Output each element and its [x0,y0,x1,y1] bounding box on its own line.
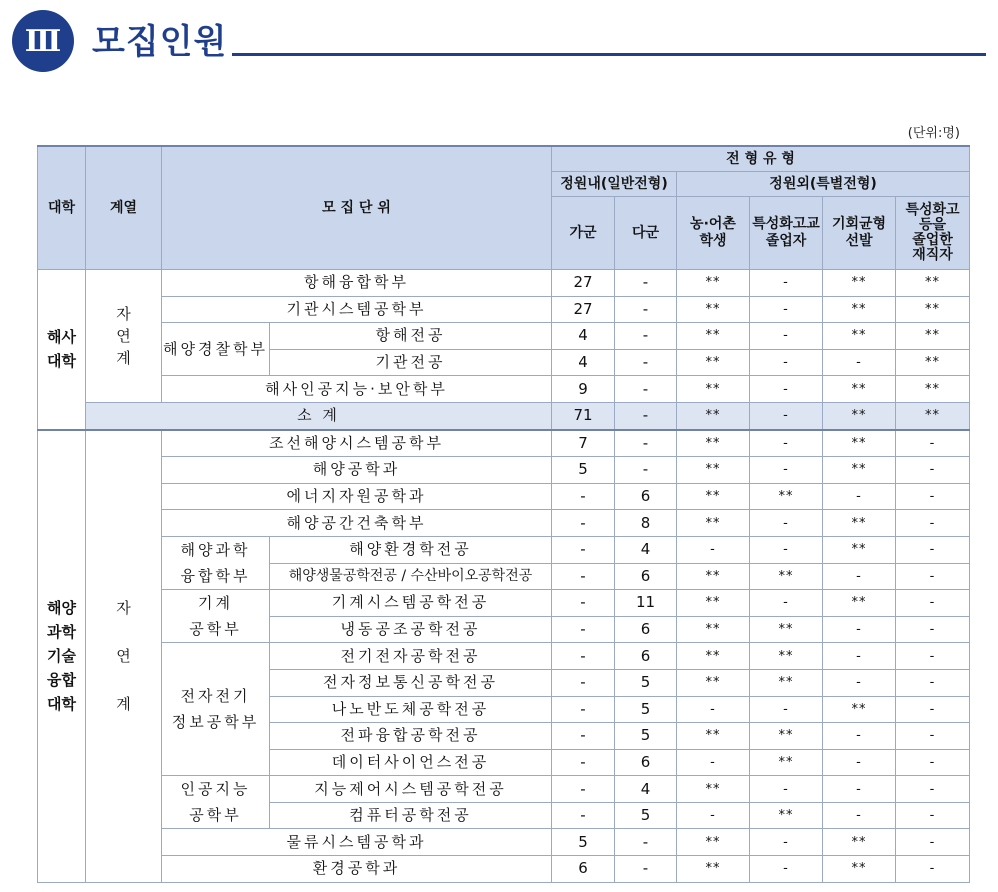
work-cell: - [896,510,970,537]
unit-cell: 환경공학과 [162,856,552,883]
work-cell: ** [896,376,970,403]
bal-cell: ** [823,457,896,484]
work-cell: - [896,643,970,670]
college-name-part: 해사 [47,328,76,347]
bal-cell: ** [823,296,896,323]
table-row [38,430,970,457]
ga-cell: 4 [552,349,615,376]
ga-cell: 71 [552,402,615,429]
ga-cell: - [552,483,615,510]
category-cell [86,430,162,883]
work-cell: - [896,802,970,829]
table-row [38,829,970,856]
college-name-part: 대학 [47,695,76,714]
da-cell: - [615,376,677,403]
category-char: 연 [116,647,131,666]
group-cell: 해양경찰학부 [162,323,270,376]
da-cell: 6 [615,483,677,510]
unit-note: (단위:명) [907,126,960,141]
bal-cell: - [823,749,896,776]
unit-cell: 해양생물공학전공 / 수산바이오공학전공 [270,563,552,590]
table-row [38,510,970,537]
unit-cell: 기계시스템공학전공 [270,590,552,617]
work-cell: - [896,430,970,457]
farm-cell: ** [677,510,750,537]
bal-cell: ** [823,270,896,297]
work-cell: - [896,483,970,510]
voc-cell: - [750,776,823,803]
voc-cell: - [750,376,823,403]
voc-cell: - [750,430,823,457]
college-name [38,430,86,883]
header-farm: 농·어촌 학생 [677,197,750,270]
work-cell: ** [896,270,970,297]
da-cell: 4 [615,536,677,563]
category-char: 계 [116,695,131,714]
header-college: 대학 [38,146,86,270]
table-row [38,270,970,297]
college-name-part: 해양 [47,599,76,618]
table-row [38,296,970,323]
work-cell: - [896,536,970,563]
subtotal-row [38,402,970,429]
farm-cell: ** [677,723,750,750]
da-cell: - [615,430,677,457]
farm-cell: ** [677,430,750,457]
da-cell: - [615,829,677,856]
voc-cell: ** [750,802,823,829]
voc-cell: - [750,829,823,856]
ga-cell: - [552,536,615,563]
title-underline [232,53,986,56]
bal-cell: ** [823,323,896,350]
work-cell: ** [896,349,970,376]
table-row [38,536,970,563]
work-cell: - [896,563,970,590]
unit-cell: 물류시스템공학과 [162,829,552,856]
work-cell: - [896,723,970,750]
group-line: 융합학부 [180,567,251,586]
ga-cell: - [552,616,615,643]
voc-cell: - [750,510,823,537]
farm-cell: ** [677,590,750,617]
table-row [38,590,970,617]
group-line: 공학부 [189,620,242,639]
bal-cell: - [823,483,896,510]
work-cell: - [896,856,970,883]
farm-cell: - [677,749,750,776]
voc-cell: - [750,349,823,376]
header-quota-in: 정원내(일반전형) [552,172,677,197]
work-cell: - [896,669,970,696]
ga-cell: - [552,643,615,670]
ga-cell: - [552,723,615,750]
voc-cell: - [750,296,823,323]
unit-cell: 전자정보통신공학전공 [270,669,552,696]
category-char: 계 [116,348,131,367]
work-cell: - [896,457,970,484]
da-cell: 5 [615,723,677,750]
bal-cell: ** [823,430,896,457]
farm-cell: ** [677,616,750,643]
ga-cell: - [552,776,615,803]
unit-cell: 항해전공 [270,323,552,350]
farm-cell: ** [677,457,750,484]
table-row [38,776,970,803]
section-number-badge: Ⅲ [12,10,74,72]
work-cell: ** [896,323,970,350]
ga-cell: - [552,749,615,776]
header-unit: 모 집 단 위 [162,146,552,270]
voc-cell: - [750,590,823,617]
farm-cell: - [677,696,750,723]
farm-cell: ** [677,296,750,323]
unit-cell: 기관시스템공학부 [162,296,552,323]
unit-cell: 에너지자원공학과 [162,483,552,510]
header-da: 다군 [615,197,677,270]
da-cell: - [615,323,677,350]
unit-cell: 냉동공조공학전공 [270,616,552,643]
voc-cell: - [750,457,823,484]
group-cell [162,643,270,776]
da-cell: 6 [615,616,677,643]
group-cell [162,776,270,829]
header-balance: 기회균형 선발 [823,197,896,270]
ga-cell: - [552,510,615,537]
farm-cell: ** [677,829,750,856]
college-name-part: 기술 [47,647,76,666]
ga-cell: 7 [552,430,615,457]
work-cell: - [896,696,970,723]
ga-cell: 6 [552,856,615,883]
bal-cell: - [823,802,896,829]
ga-cell: 9 [552,376,615,403]
unit-cell: 항해융합학부 [162,270,552,297]
category-cell [86,270,162,403]
unit-cell: 전기전자공학전공 [270,643,552,670]
ga-cell: 5 [552,457,615,484]
group-line: 정보공학부 [171,713,260,732]
bal-cell: ** [823,510,896,537]
farm-cell: ** [677,270,750,297]
college-name-part: 대학 [47,352,76,371]
table-row [38,457,970,484]
unit-cell: 조선해양시스템공학부 [162,430,552,457]
table-row [38,483,970,510]
bal-cell: ** [823,829,896,856]
category-char: 연 [116,326,131,345]
bal-cell: ** [823,856,896,883]
unit-cell: 해양공학과 [162,457,552,484]
farm-cell: ** [677,376,750,403]
bal-cell: ** [823,696,896,723]
da-cell: - [615,457,677,484]
ga-cell: - [552,590,615,617]
da-cell: 6 [615,643,677,670]
group-line: 전자전기 [180,687,251,706]
farm-cell: ** [677,776,750,803]
work-cell: - [896,776,970,803]
work-cell: - [896,749,970,776]
table-row [38,643,970,670]
farm-cell: - [677,802,750,829]
da-cell: - [615,856,677,883]
voc-cell: - [750,536,823,563]
ga-cell: 5 [552,829,615,856]
ga-cell: - [552,669,615,696]
unit-cell: 컴퓨터공학전공 [270,802,552,829]
bal-cell: - [823,643,896,670]
da-cell: 11 [615,590,677,617]
group-line: 기계 [198,594,233,613]
bal-cell: ** [823,376,896,403]
subtotal-label: 소 계 [86,402,552,429]
header-worker: 특성화고 등을 졸업한 재직자 [896,197,970,270]
farm-cell: ** [677,483,750,510]
bal-cell: - [823,776,896,803]
group-line: 해양과학 [180,541,251,560]
voc-cell: ** [750,669,823,696]
header-type-group: 전 형 유 형 [552,146,970,172]
page-title: 모집인원 [92,22,228,62]
unit-cell: 데이터사이언스전공 [270,749,552,776]
farm-cell: - [677,536,750,563]
category-char: 자 [116,304,131,323]
bal-cell: - [823,616,896,643]
bal-cell: ** [823,590,896,617]
group-line: 인공지능 [180,780,251,799]
voc-cell: ** [750,563,823,590]
work-cell: - [896,590,970,617]
group-cell [162,536,270,589]
voc-cell: - [750,270,823,297]
college-name-part: 과학 [47,623,76,642]
farm-cell: ** [677,349,750,376]
unit-cell: 나노반도체공학전공 [270,696,552,723]
ga-cell: 27 [552,270,615,297]
table-row [38,376,970,403]
header-quota-out: 정원외(특별전형) [677,172,970,197]
voc-cell: ** [750,643,823,670]
college-name [38,270,86,430]
voc-cell: ** [750,723,823,750]
da-cell: - [615,349,677,376]
da-cell: - [615,270,677,297]
farm-cell: ** [677,669,750,696]
unit-cell: 전파융합공학전공 [270,723,552,750]
table-row [38,323,970,350]
bal-cell: - [823,563,896,590]
farm-cell: ** [677,643,750,670]
category-char: 자 [116,599,131,618]
da-cell: 8 [615,510,677,537]
unit-cell: 해양공간건축학부 [162,510,552,537]
admission-quota-table [37,145,970,883]
ga-cell: - [552,802,615,829]
farm-cell: ** [677,563,750,590]
da-cell: 5 [615,802,677,829]
farm-cell: ** [677,402,750,429]
header-vocational: 특성화고교 졸업자 [750,197,823,270]
group-cell [162,590,270,643]
voc-cell: ** [750,616,823,643]
work-cell: ** [896,296,970,323]
college-name-part: 융합 [47,671,76,690]
bal-cell: - [823,669,896,696]
farm-cell: ** [677,323,750,350]
voc-cell: - [750,323,823,350]
bal-cell: ** [823,536,896,563]
voc-cell: ** [750,483,823,510]
unit-cell: 해사인공지능·보안학부 [162,376,552,403]
group-line: 공학부 [189,806,242,825]
header-category: 계열 [86,146,162,270]
da-cell: 6 [615,563,677,590]
voc-cell: ** [750,749,823,776]
voc-cell: - [750,856,823,883]
da-cell: 6 [615,749,677,776]
work-cell: - [896,829,970,856]
da-cell: - [615,402,677,429]
table-row [38,856,970,883]
work-cell: - [896,616,970,643]
ga-cell: - [552,563,615,590]
ga-cell: 4 [552,323,615,350]
da-cell: 4 [615,776,677,803]
da-cell: 5 [615,696,677,723]
farm-cell: ** [677,856,750,883]
bal-cell: - [823,723,896,750]
ga-cell: - [552,696,615,723]
voc-cell: - [750,696,823,723]
voc-cell: - [750,402,823,429]
bal-cell: ** [823,402,896,429]
work-cell: ** [896,402,970,429]
header-ga: 가군 [552,197,615,270]
unit-cell: 해양환경학전공 [270,536,552,563]
unit-cell: 기관전공 [270,349,552,376]
ga-cell: 27 [552,296,615,323]
da-cell: 5 [615,669,677,696]
bal-cell: - [823,349,896,376]
da-cell: - [615,296,677,323]
unit-cell: 지능제어시스템공학전공 [270,776,552,803]
